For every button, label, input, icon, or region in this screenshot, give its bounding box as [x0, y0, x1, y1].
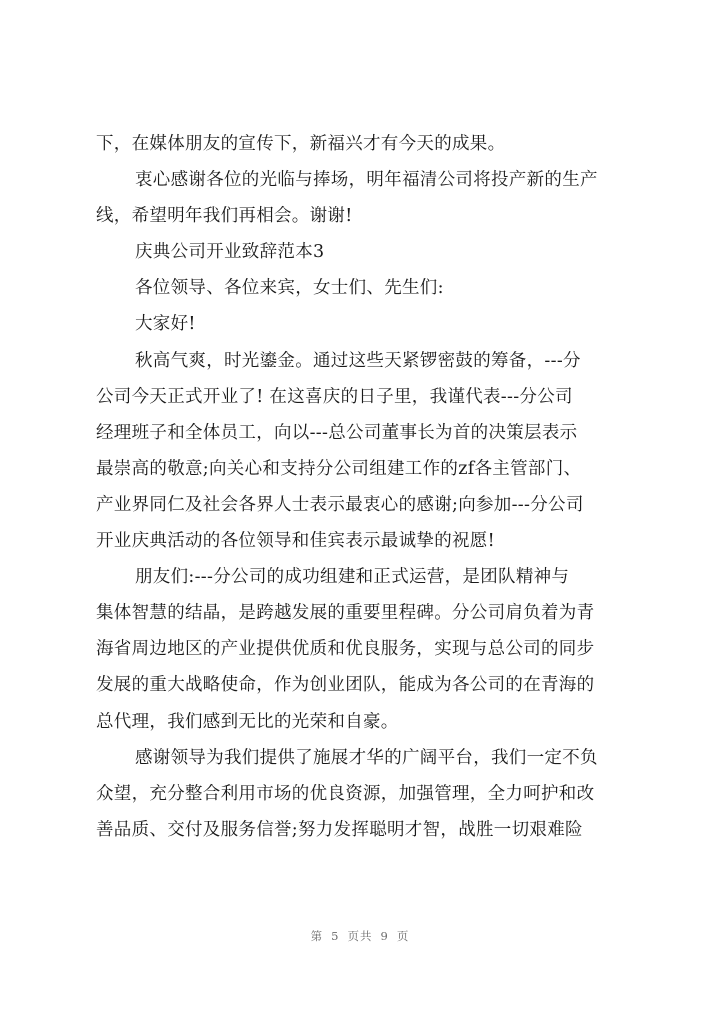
text-line: 善品质、交付及服务信誉;努力发挥聪明才智，战胜一切艰难险	[96, 819, 583, 840]
text-line: 最崇高的敬意;向关心和支持分公司组建工作的zf各主管部门、	[96, 458, 582, 479]
text-line: 大家好!	[135, 314, 196, 335]
text-line: 开业庆典活动的各位领导和佳宾表示最诚挚的祝愿!	[96, 531, 495, 552]
text-line: 公司今天正式开业了! 在这喜庆的日子里，我谨代表---分公司	[96, 386, 573, 407]
footer-page-number: 5	[331, 929, 340, 943]
text-line: 经理班子和全体员工，向以---总公司董事长为首的决策层表示	[96, 422, 578, 443]
footer-total-pages: 9	[380, 929, 389, 943]
text-line: 线，希望明年我们再相会。谢谢!	[96, 206, 353, 227]
text-line: 集体智慧的结晶，是跨越发展的重要里程碑。分公司肩负着为青	[96, 603, 595, 624]
text-line: 发展的重大战略使命，作为创业团队，能成为各公司的在青海的	[96, 675, 595, 696]
text-line: 庆典公司开业致辞范本3	[135, 242, 325, 263]
footer-prefix: 第	[310, 929, 324, 943]
text-line: 产业界同仁及社会各界人士表示最衷心的感谢;向参加---分公司	[96, 494, 584, 515]
text-line: 下，在媒体朋友的宣传下，新福兴才有今天的成果。	[96, 134, 506, 154]
text-line: 各位领导、各位来宾，女士们、先生们:	[135, 278, 444, 299]
text-line: 衷心感谢各位的光临与捧场，明年福清公司将投产新的生产	[135, 170, 598, 191]
text-line: 众望，充分整合利用市场的优良资源，加强管理，全力呵护和改	[96, 783, 595, 804]
footer-suffix: 页	[396, 929, 410, 943]
document-body	[96, 126, 644, 848]
text-line: 海省周边地区的产业提供优质和优良服务，实现与总公司的同步	[96, 639, 595, 660]
footer-middle: 页共	[347, 929, 373, 943]
text-line: 总代理，我们感到无比的光荣和自豪。	[96, 711, 399, 732]
page-footer	[0, 928, 720, 944]
text-line: 朋友们:---分公司的成功组建和正式运营，是团队精神与	[135, 567, 570, 588]
text-line: 秋高气爽，时光鎏金。通过这些天紧锣密鼓的筹备，---分	[135, 350, 581, 371]
text-line: 感谢领导为我们提供了施展才华的广阔平台，我们一定不负	[135, 747, 598, 768]
